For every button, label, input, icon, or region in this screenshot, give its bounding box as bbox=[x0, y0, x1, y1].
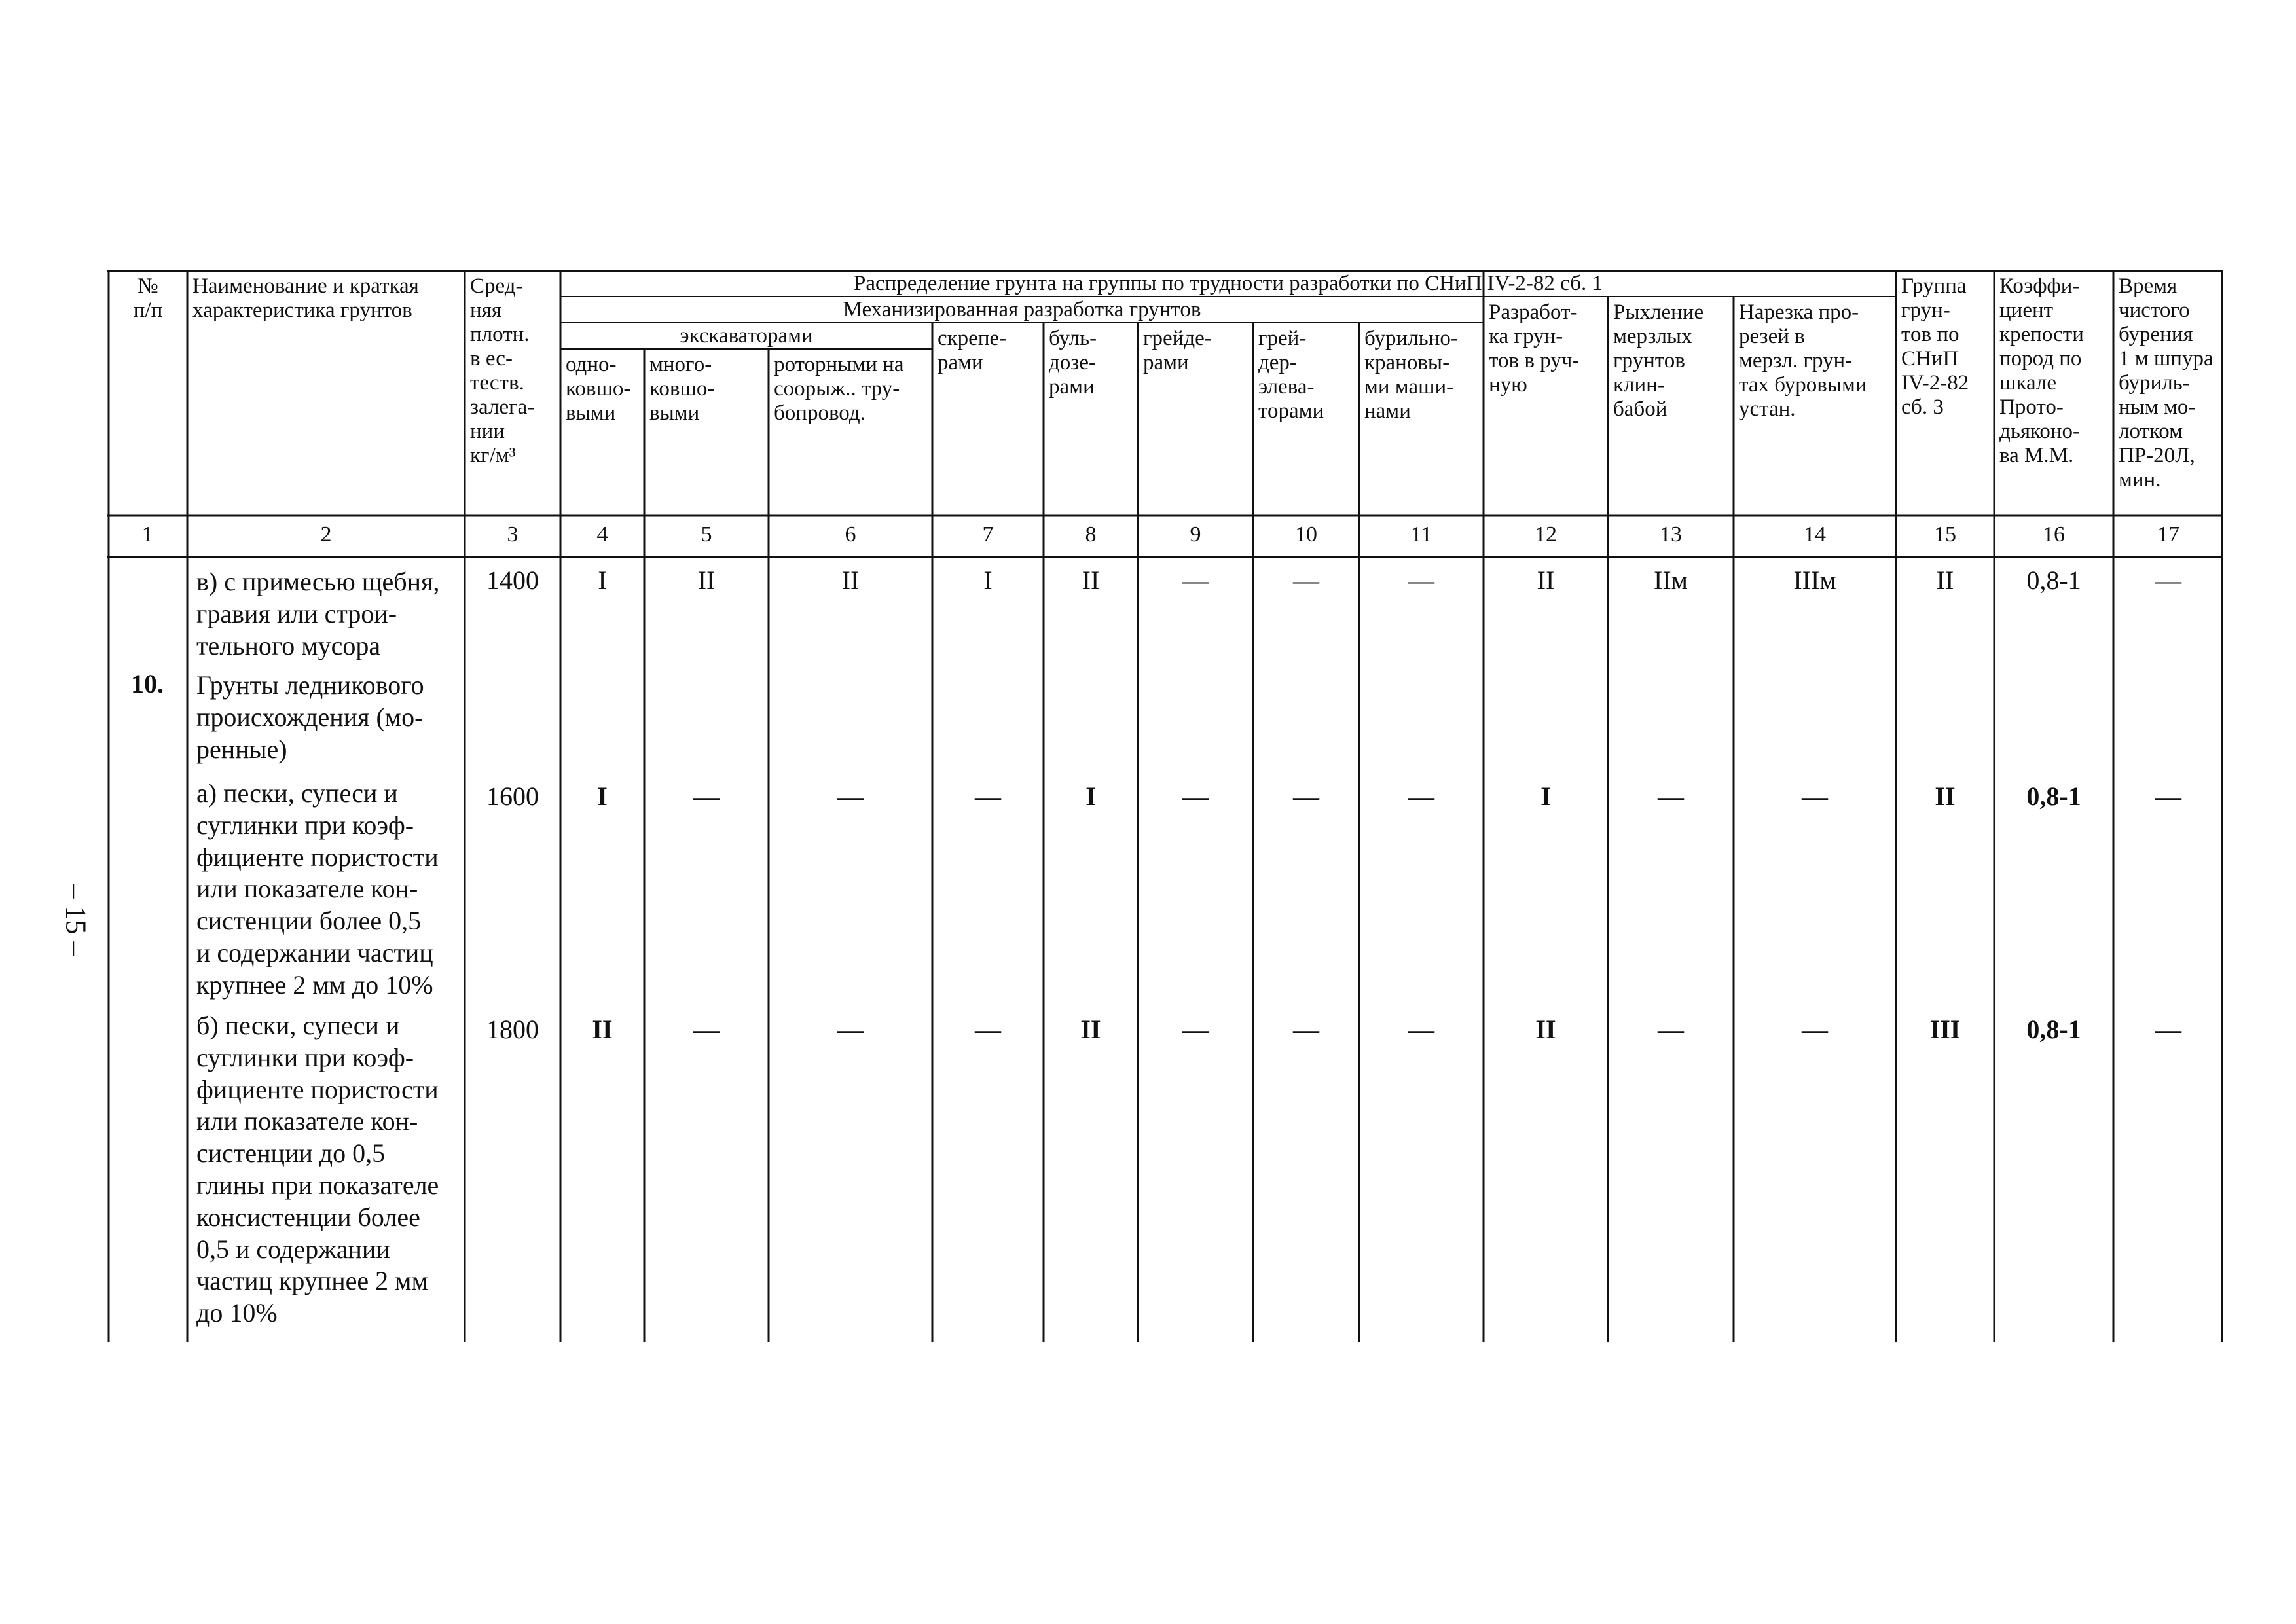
soil-name: б) пески, супеси и суглинки при коэф- фициенте пористости или показателе кон- систенции до 0,5 глины при показателе консистенции более 0,5 и содержании частиц крупнее 2 мм до 10% bbox=[196, 1011, 439, 1328]
header-snip-group: Группа грун- тов по СНиП IV-2-82 сб. 3 bbox=[1901, 274, 1969, 419]
table-cell: II bbox=[1082, 566, 1100, 595]
table-cell: — bbox=[1293, 782, 1319, 811]
header-distribution: Распределение грунта на группы по трудности разработки по СНиП IV-2-82 сб. 1 bbox=[853, 272, 1603, 295]
column-number: 12 bbox=[1535, 522, 1557, 547]
soil-classification-table bbox=[107, 270, 2223, 1342]
page-number: – 15 – bbox=[60, 884, 92, 956]
table-cell: — bbox=[1802, 1015, 1828, 1044]
header-single-bucket: одно- ковшо- выми bbox=[566, 353, 631, 425]
header-bulldozers: буль- дозе- рами bbox=[1049, 327, 1097, 399]
table-cell: — bbox=[1408, 566, 1434, 595]
table-cell: — bbox=[1182, 1015, 1209, 1044]
table-cell: 1400 bbox=[486, 566, 539, 595]
table-cell: — bbox=[1408, 1015, 1434, 1044]
header-rotary: роторными на соорыж.. тру- бопровод. bbox=[774, 353, 904, 425]
table-cell: — bbox=[1802, 782, 1828, 811]
table-cell: II bbox=[841, 566, 860, 595]
table-cell: — bbox=[837, 782, 864, 811]
table-cell: III bbox=[1929, 1015, 1961, 1044]
header-slot-cutting: Нарезка про- резей в мерзл. грун- тах буровыми устан. bbox=[1739, 300, 1867, 421]
table-cell: — bbox=[2155, 1015, 2181, 1044]
column-number: 4 bbox=[596, 522, 608, 547]
header-frozen-loosening: Рыхление мерзлых грунтов клин- бабой bbox=[1613, 300, 1704, 421]
header-scrapers: скрепе- рами bbox=[938, 327, 1007, 374]
table-cell: — bbox=[975, 1015, 1001, 1044]
column-number: 10 bbox=[1295, 522, 1317, 547]
soil-name: Грунты ледникового происхождения (мо- ренные) bbox=[196, 670, 424, 764]
column-number: 17 bbox=[2157, 522, 2179, 547]
table-cell: — bbox=[693, 1015, 720, 1044]
header-col-density: Сред- няя плотн. в ес- теств. залега- нии кг/м³ bbox=[470, 274, 535, 467]
header-strength-coef: Коэффи- циент крепости пород по шкале Прото- дьяконо- ва М.М. bbox=[1999, 274, 2084, 467]
column-number: 5 bbox=[701, 522, 712, 547]
soil-name: а) пески, супеси и суглинки при коэф- фициенте пористости или показателе кон- систенции более 0,5 и содержании частиц крупнее 2 мм до 10% bbox=[196, 778, 439, 1000]
table-cell: 1600 bbox=[486, 782, 539, 811]
table-cell: I bbox=[1540, 782, 1551, 811]
table-cell: — bbox=[837, 1015, 864, 1044]
table-cell: II bbox=[1535, 1015, 1556, 1044]
header-drill-time: Время чистого бурения 1 м шпура буриль- ным мо- лотком ПР-20Л, мин. bbox=[2119, 274, 2214, 492]
table-cell: II bbox=[1935, 782, 1956, 811]
table-cell: IIIм bbox=[1793, 566, 1836, 595]
row-number: 10. bbox=[131, 669, 164, 698]
soil-name: в) с примесью щебня, гравия или строи- тельного мусора bbox=[196, 567, 440, 660]
header-excavators: экскаваторами bbox=[680, 324, 813, 348]
table-cell: II bbox=[697, 566, 716, 595]
table-cell: — bbox=[693, 782, 720, 811]
header-mechanized: Механизированная разработка грунтов bbox=[843, 298, 1201, 321]
table-cell: — bbox=[1408, 782, 1434, 811]
column-number: 6 bbox=[845, 522, 856, 547]
table-cell: II bbox=[1537, 566, 1555, 595]
column-number: 9 bbox=[1190, 522, 1201, 547]
table-cell: — bbox=[2155, 566, 2181, 595]
header-graders: грейде- рами bbox=[1143, 327, 1212, 374]
table-cell: — bbox=[1293, 1015, 1319, 1044]
table-cell: I bbox=[598, 566, 607, 595]
header-col-no: № п/п bbox=[133, 274, 163, 322]
table-cell: — bbox=[1182, 782, 1209, 811]
header-drilling-crane: бурильно- крановы- ми маши- нами bbox=[1364, 327, 1458, 423]
column-number: 8 bbox=[1085, 522, 1097, 547]
column-number: 15 bbox=[1934, 522, 1956, 547]
table-cell: — bbox=[2155, 782, 2181, 811]
table-cell: II bbox=[1936, 566, 1954, 595]
table-cell: II bbox=[1080, 1015, 1101, 1044]
table-cell: 0,8-1 bbox=[2026, 782, 2081, 811]
table-cell: I bbox=[597, 782, 608, 811]
table-cell: — bbox=[1293, 566, 1319, 595]
header-grader-elevators: грей- дер- элева- торами bbox=[1258, 327, 1324, 423]
header-manual: Разработ- ка грун- тов в руч- ную bbox=[1489, 300, 1580, 397]
table-cell: — bbox=[1658, 782, 1684, 811]
column-number: 2 bbox=[320, 522, 332, 547]
table-cell: 1800 bbox=[486, 1015, 539, 1044]
column-number: 1 bbox=[141, 522, 153, 547]
column-number: 14 bbox=[1804, 522, 1826, 547]
column-number: 3 bbox=[507, 522, 519, 547]
table-cell: I bbox=[1085, 782, 1096, 811]
table-cell: — bbox=[1658, 1015, 1684, 1044]
table-cell: 0,8-1 bbox=[2026, 566, 2081, 595]
column-number: 7 bbox=[982, 522, 994, 547]
column-number: 11 bbox=[1410, 522, 1432, 547]
table-cell: II bbox=[592, 1015, 613, 1044]
table-cell: — bbox=[975, 782, 1001, 811]
table-cell: — bbox=[1182, 566, 1209, 595]
header-multi-bucket: много- ковшо- выми bbox=[649, 353, 715, 425]
table-cell: 0,8-1 bbox=[2026, 1015, 2081, 1044]
header-col-name: Наименование и краткая характеристика грунтов bbox=[192, 274, 419, 322]
table-cell: I bbox=[983, 566, 993, 595]
table-cell: IIм bbox=[1654, 566, 1688, 595]
column-number: 13 bbox=[1660, 522, 1682, 547]
column-number: 16 bbox=[2043, 522, 2065, 547]
